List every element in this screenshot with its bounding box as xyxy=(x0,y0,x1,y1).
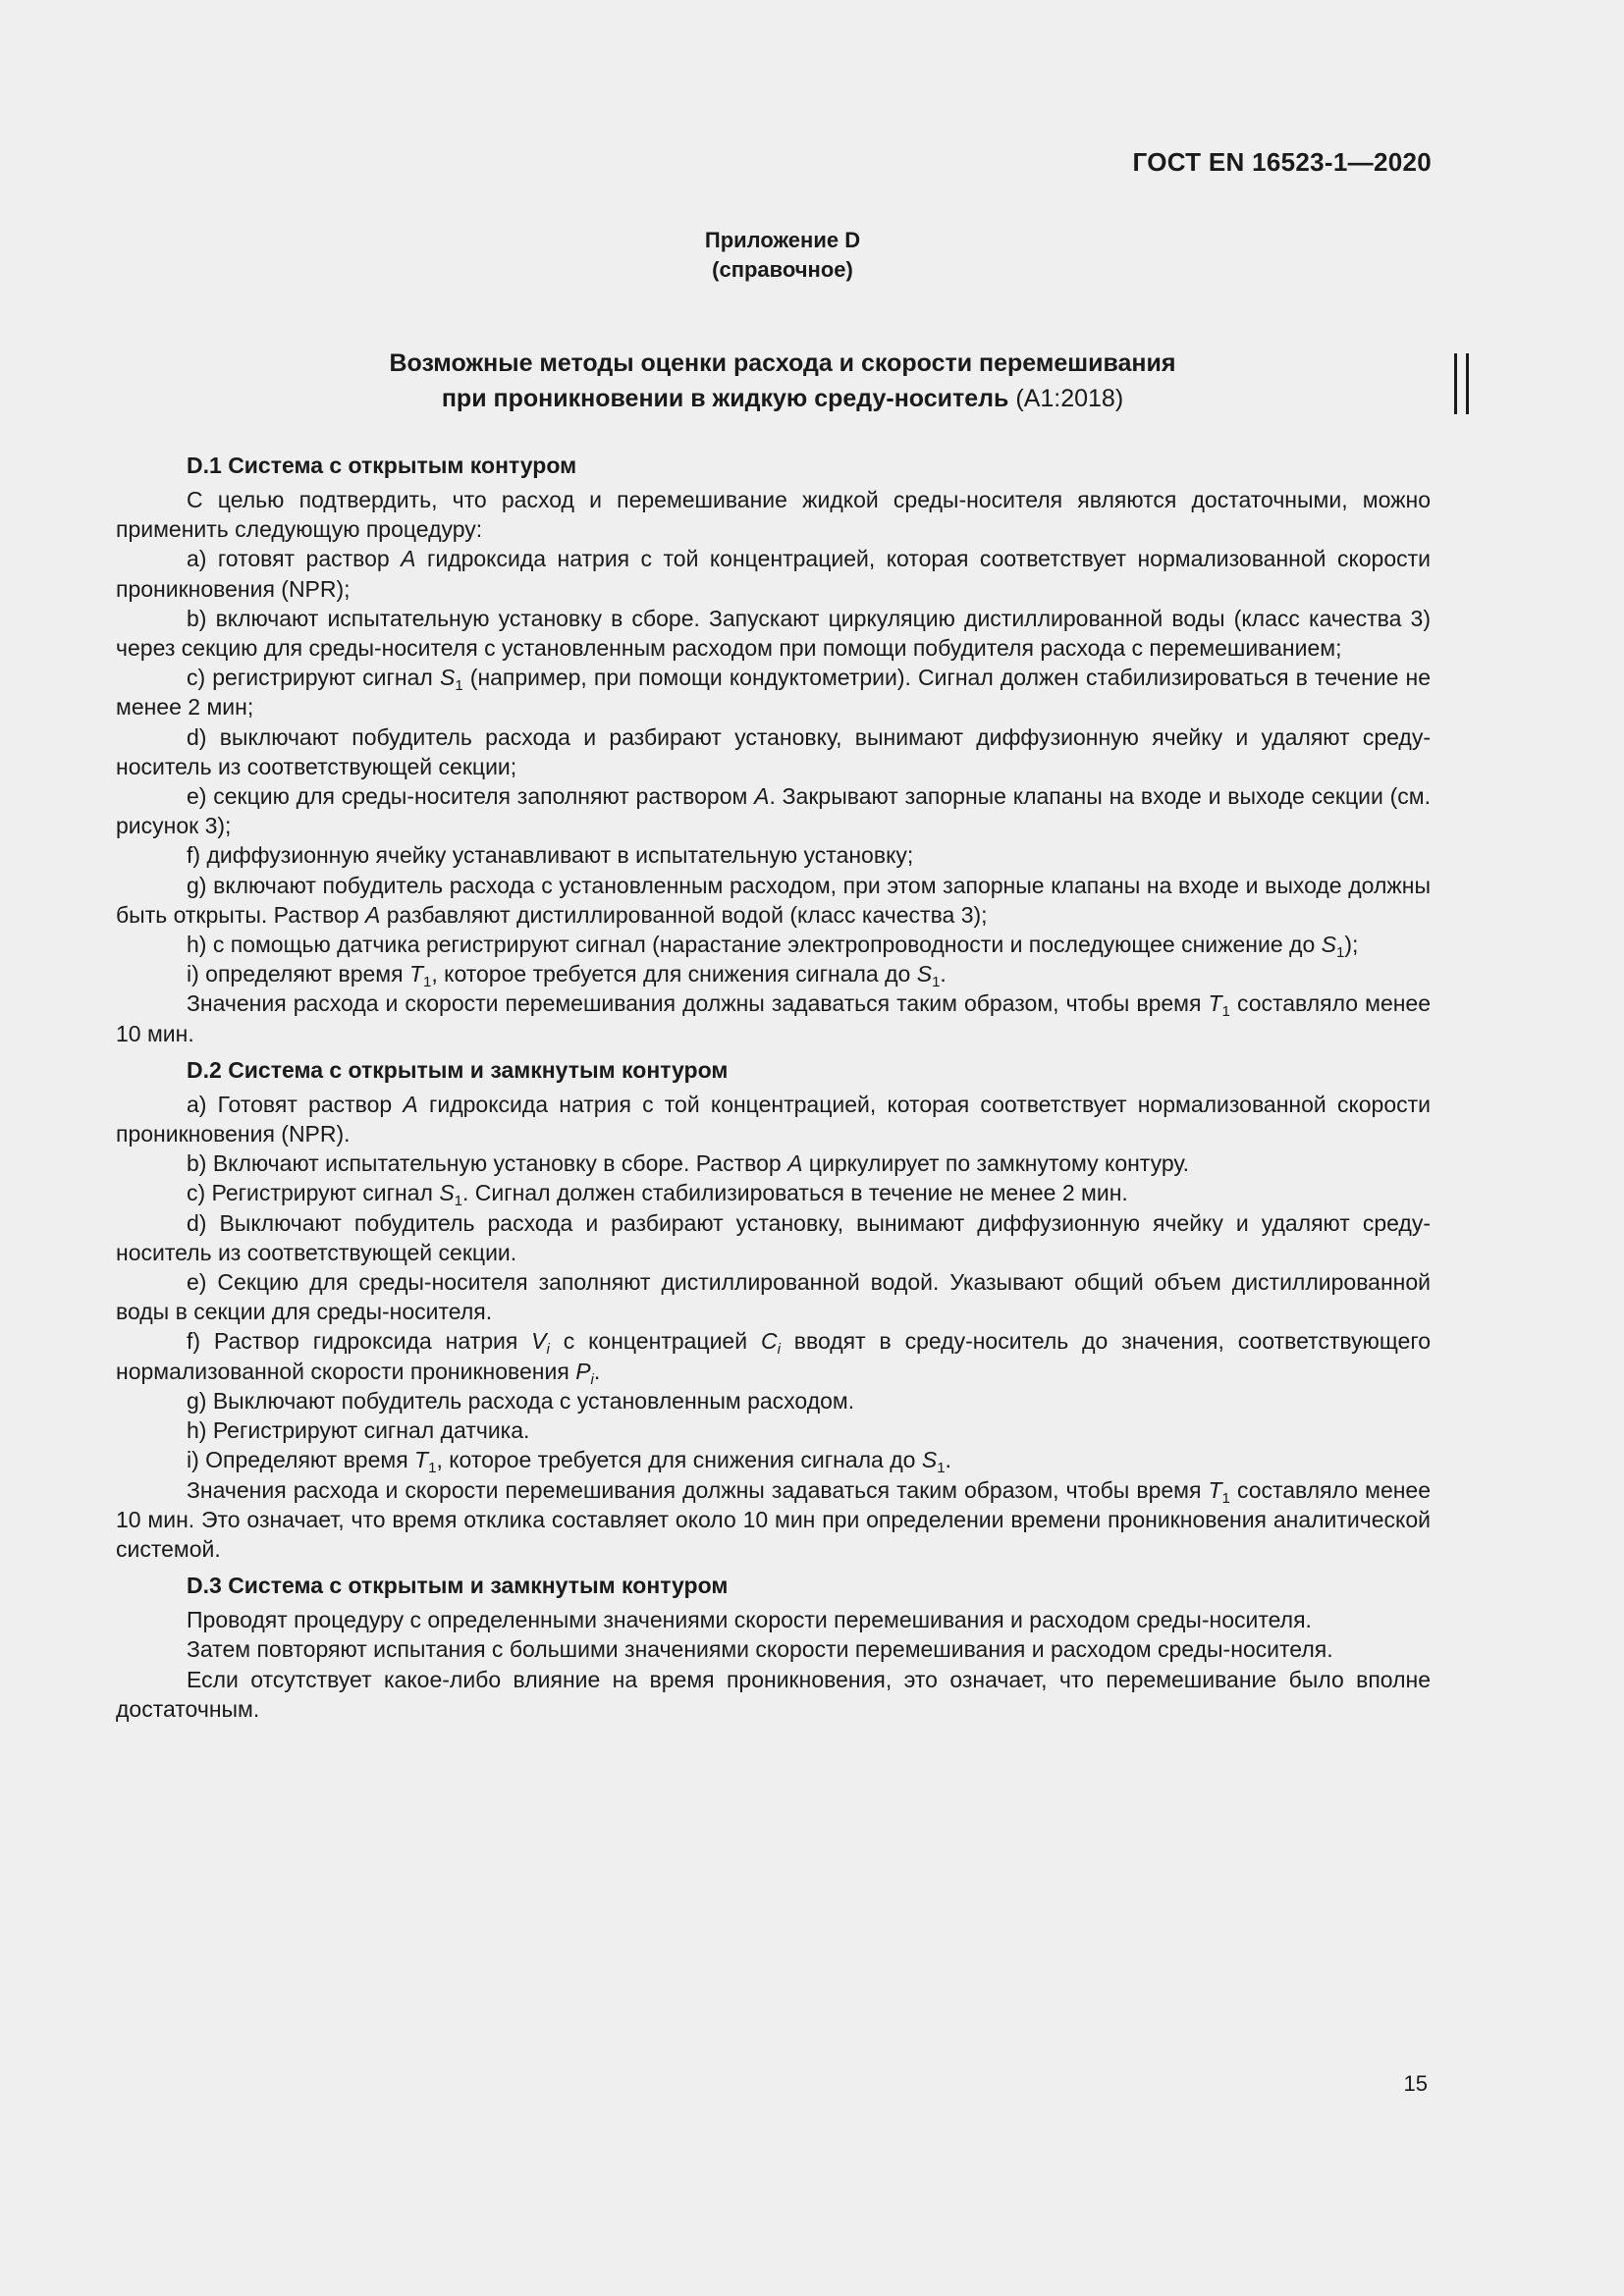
section-d1-item-d: d) выключают побудитель расхода и разбирают установку, вынимают диффузионную ячейку и удаляют среду-носитель из соответствующей секции; xyxy=(116,723,1431,779)
appendix-title xyxy=(0,346,1624,416)
section-d1-item-c: с) регистрируют сигнал $S_1$ (например, при помощи кондуктометрии). Сигнал должен стабилизироваться в течение не менее 2 мин; xyxy=(116,665,1432,721)
document-body xyxy=(116,444,1431,1724)
document-code: ГОСТ EN 16523-1—2020 xyxy=(1132,147,1432,177)
section-d1-heading: D.1 Система с открытым контуром xyxy=(187,453,577,478)
section-d2-item-c: с) Регистрируют сигнал $S_1$. Сигнал должен стабилизироваться в течение не менее 2 мин. xyxy=(187,1180,1128,1210)
section-d2-item-g: g) Выключают побудитель расхода с установленным расходом. xyxy=(187,1387,855,1414)
section-d2-heading: D.2 Система с открытым и замкнутым контуром xyxy=(187,1056,729,1083)
section-d1-item-a: а) готовят раствор A гидроксида натрия с той концентрацией, которая соответствует нормализованной скорости проникновения (NPR); xyxy=(116,546,1432,602)
title-amendment: (A1:2018) xyxy=(1015,385,1124,412)
section-d2-item-i: i) Определяют время $T_1$, которое требуется для снижения сигнала до $S_1$. xyxy=(187,1447,951,1477)
section-d2-item-a: а) Готовят раствор A гидроксида натрия с той концентрацией, которая соответствует нормализованной скорости проникновения (NPR). xyxy=(116,1091,1432,1148)
section-d3-paragraph-3: Если отсутствует какое-либо влияние на время проникновения, это означает, что перемешивание было вполне достаточным. xyxy=(116,1666,1431,1722)
section-d1-intro: С целью подтвердить, что расход и перемешивание жидкой среды-носителя являются достаточными, можно применить следующую процедуру: xyxy=(116,487,1431,543)
section-d2-conclusion: Значения расхода и скорости перемешивания должны задаваться таким образом, чтобы время $T_1$ составляло менее 10 мин. Это означает, что время отклика составляет около 10 мин при определении времени проникновения аналитической системой. xyxy=(116,1476,1432,1562)
section-d2-item-e: е) Секцию для среды-носителя заполняют дистиллированной водой. Указывают общий объем дистиллированной воды в секции для среды-носителя. xyxy=(116,1269,1431,1325)
section-d3-paragraph-2: Затем повторяют испытания с большими значениями скорости перемешивания и расходом среды-носителя. xyxy=(187,1636,1333,1663)
section-d3-heading: D.3 Система с открытым и замкнутым контуром xyxy=(187,1573,729,1599)
section-d2-item-b: b) Включают испытательную установку в сборе. Раствор A циркулирует по замкнутому контуру. xyxy=(187,1150,1189,1177)
section-d1-item-b: b) включают испытательную установку в сборе. Запускают циркуляцию дистиллированной воды (класс качества 3) через секцию для среды-носителя с установленным расходом при помощи побудителя расхода с перемешиванием; xyxy=(116,605,1431,662)
section-d2-item-d: d) Выключают побудитель расхода и разбирают установку, вынимают диффузионную ячейку и удаляют среду-носитель из соответствующей секции. xyxy=(116,1209,1431,1265)
change-bar-left xyxy=(1454,353,1457,414)
page-number: 15 xyxy=(1403,2071,1428,2096)
change-bar-right xyxy=(1466,353,1469,414)
section-d1-item-e: е) секцию для среды-носителя заполняют раствором A. Закрывают запорные клапаны на входе и выходе секции (см. рисунок 3); xyxy=(116,783,1431,839)
section-d2-item-f: f) Раствор гидроксида натрия $V_i$ с концентрацией $C_i$ вводят в среду-носитель до значения, соответствующего нормализованной скорости проникновения $P_i$. xyxy=(116,1328,1432,1388)
section-d1-item-h: h) с помощью датчика регистрируют сигнал (нарастание электропроводности и последующее снижение до $S_1$); xyxy=(187,932,1359,962)
section-d3-paragraph-1: Проводят процедуру с определенными значениями скорости перемешивания и расходом среды-носителя. xyxy=(187,1607,1312,1633)
section-d1-item-g: g) включают побудитель расхода с установленным расходом, при этом запорные клапаны на входе и выходе должны быть открыты. Раствор A разбавляют дистиллированной водой (класс качества 3); xyxy=(116,872,1431,928)
section-d1-item-i: i) определяют время $T_1$, которое требуется для снижения сигнала до $S_1$. xyxy=(187,961,947,991)
section-d1-item-f: f) диффузионную ячейку устанавливают в испытательную установку; xyxy=(187,842,914,869)
title-line-2: при проникновении в жидкую среду-носитель xyxy=(441,385,1009,412)
title-line-1: Возможные методы оценки расхода и скорости перемешивания xyxy=(389,349,1176,377)
section-d1-conclusion: Значения расхода и скорости перемешивания должны задаваться таким образом, чтобы время $T_1$ составляло менее 10 мин. xyxy=(116,990,1432,1046)
section-d2-item-h: h) Регистрируют сигнал датчика. xyxy=(187,1417,530,1444)
appendix-status: (справочное) xyxy=(712,257,853,282)
appendix-heading xyxy=(0,226,1624,285)
appendix-label: Приложение D xyxy=(704,228,861,252)
